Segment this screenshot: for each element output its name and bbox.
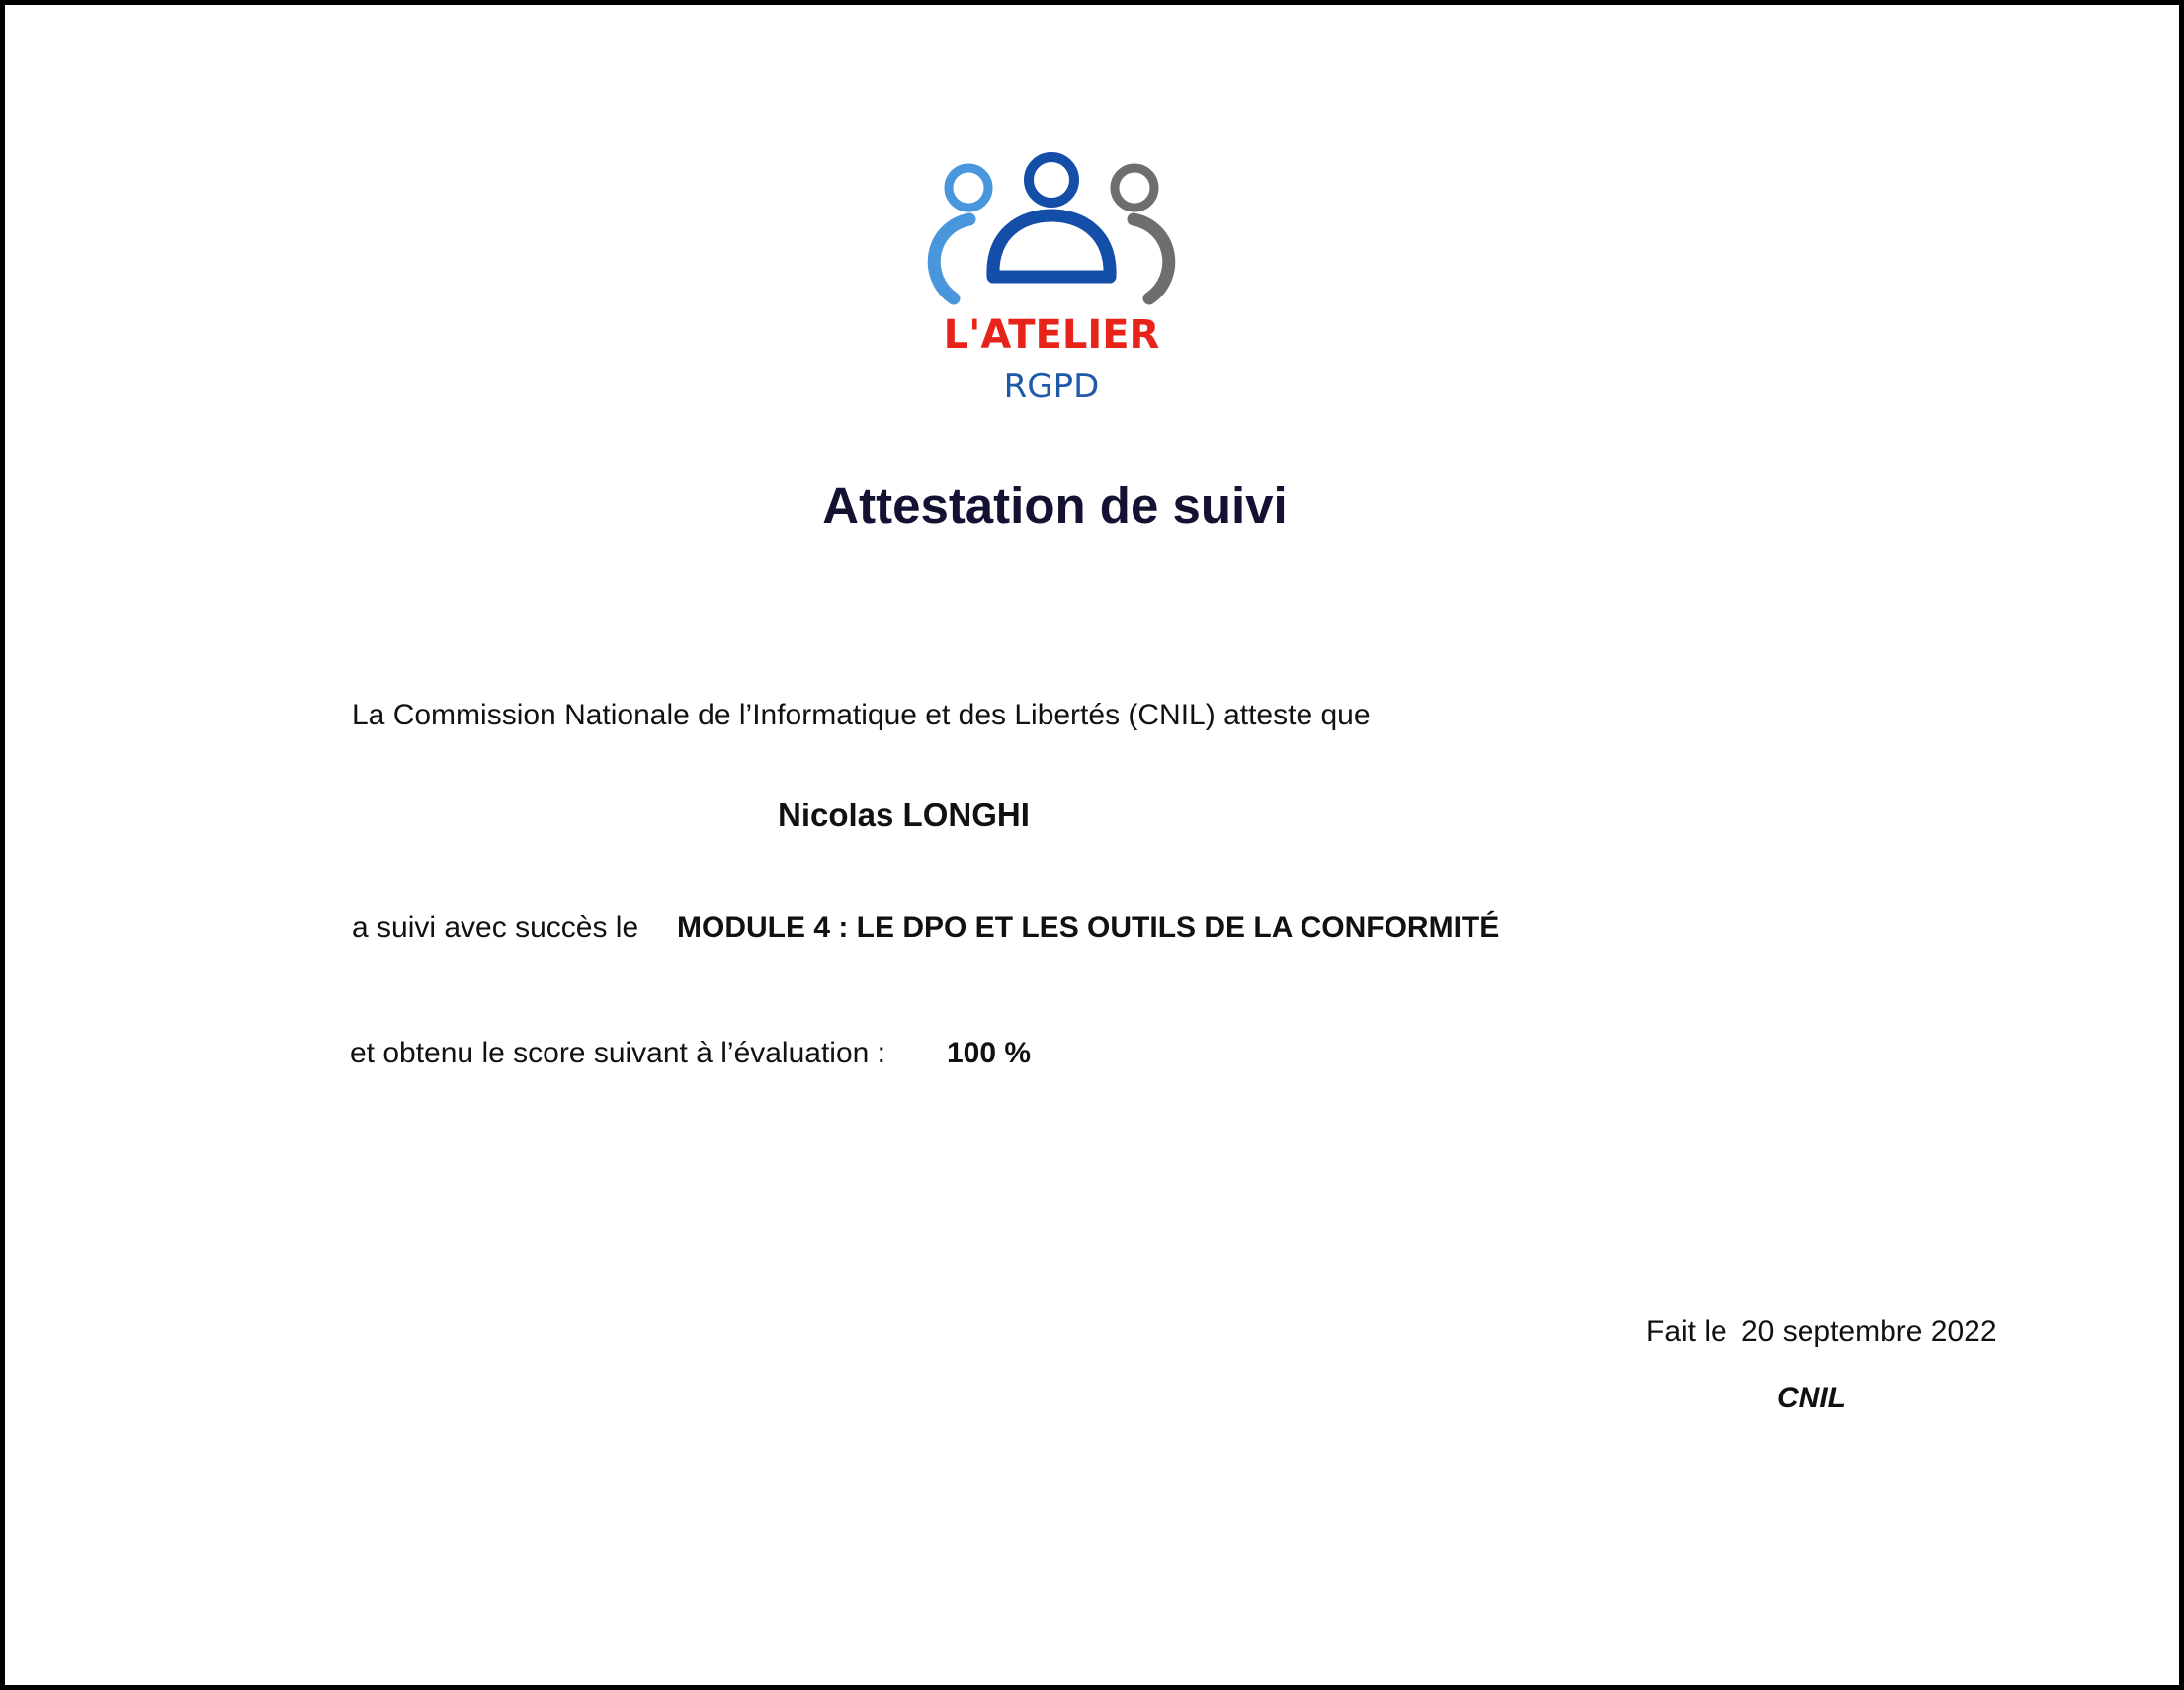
atelier-rgpd-logo — [904, 128, 1201, 425]
module-name: MODULE 4 : LE DPO ET LES OUTILS DE LA CONFORMITÉ — [677, 911, 1500, 944]
logo-line1: L'ATELIER — [943, 312, 1160, 358]
three-people-icon — [934, 157, 1168, 298]
issue-date: 20 septembre 2022 — [1741, 1315, 1997, 1348]
signature: CNIL — [1777, 1382, 1846, 1414]
logo-line2: RGPD — [1003, 367, 1100, 406]
date-prefix: Fait le — [1646, 1315, 1727, 1348]
attestation-intro: La Commission Nationale de l’Informatique et des Libertés (CNIL) atteste que — [352, 699, 1371, 731]
score-prefix: et obtenu le score suivant à l’évaluation : — [350, 1037, 886, 1069]
score-value: 100 % — [947, 1037, 1032, 1069]
certificate-title: Attestation de suivi — [822, 477, 1288, 534]
module-prefix: a suivi avec succès le — [352, 911, 639, 944]
recipient-name: Nicolas LONGHI — [778, 797, 1030, 833]
